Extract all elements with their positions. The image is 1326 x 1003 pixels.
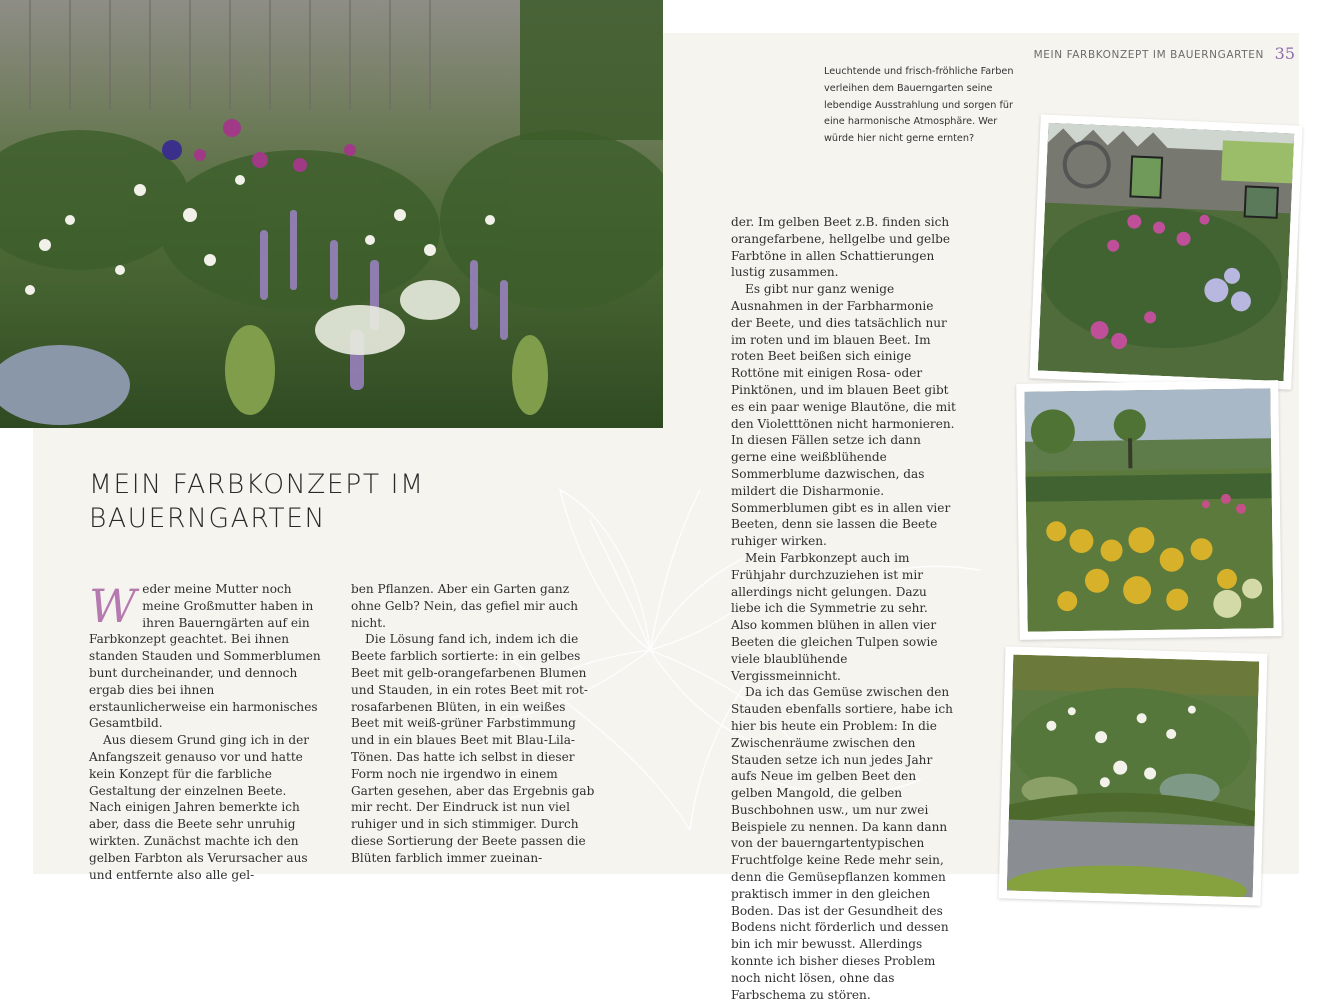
paragraph: der. Im gelben Beet z.B. finden sich orangefarbene, hellgelbe und gelbe Farbtöne in allen Schattierungen lustig zusammen. <box>731 215 950 280</box>
paragraph: Mein Farbkonzept auch im Frühjahr durchzuziehen ist mir allerdings nicht gelungen. Dazu liebe ich die Symmetrie zu sehr. Also kommen blühen in allen vier Beeten die gleichen Tulpen sowie viele blaublühende Vergissmeinnicht. <box>731 550 938 683</box>
text-column-2 <box>351 581 595 867</box>
title-line-1: MEIN FARBKONZEPT IM <box>89 469 425 500</box>
text-column-1 <box>89 581 321 883</box>
paragraph: Die Lösung fand ich, indem ich die Beete farblich sortierte: in ein gelbes Beet mit gelb-orangefarbenen Blumen und Stauden, in ein rotes Beet mit rot-rosafarbenen Blüten, in ein weißes Beet mit weiß-grüner Farbstimmung und in ein blaues Beet mit Blau-Lila-Tönen. Das hatte ich selbst in dieser Form noch nie irgendwo in einem Garten gesehen, aber das Ergebnis gab mir recht. Der Eindruck ist nun viel ruhiger und in sich stimmiger. Durch diese Sortierung der Beete passen die Blüten farblich immer zueinan- <box>351 632 595 865</box>
yellow-bed-photo <box>1024 388 1273 631</box>
polaroid-photo-yellow-bed <box>1016 380 1282 640</box>
white-bed-photo <box>1007 655 1259 898</box>
paragraph: ben Pflanzen. Aber ein Garten ganz ohne Gelb? Nein, das gefiel mir auch nicht. <box>351 582 579 630</box>
paragraph: Aus diesem Grund ging ich in der Anfangszeit genauso vor und hatte kein Konzept für die farbliche Gestaltung der einzelnen Beete. Nach einigen Jahren bemerkte ich aber, dass die Beete sehr unruhig wirkten. Zunächst machte ich den gelben Farbton als Verursacher aus und entfernte also alle gel- <box>89 733 310 882</box>
running-head: MEIN FARBKONZEPT IM BAUERNGARTEN <box>1033 49 1264 61</box>
photo-caption: Leuchtende und frisch-fröhliche Farben verleihen dem Bauerngarten seine lebendige Ausstrahlung und sorgen für eine harmonische Atmosphäre. Wer würde hier nicht gerne ernten? <box>824 66 1014 145</box>
polaroid-photo-red-bed <box>1029 114 1302 389</box>
drop-cap: W <box>89 579 137 633</box>
title-line-2: BAUERNGARTEN <box>89 503 326 534</box>
page-number: 35 <box>1274 44 1295 63</box>
paragraph-text: eder meine Mutter noch meine Großmutter haben in ihren Bauerngärten auf ein Farbkonzept geachtet. Bei ihnen standen Stauden und Sommerblumen bunt durcheinander, und dennoch ergab dies bei ihnen erstaunlicherweise ein harmonisches Gesamtbild. <box>89 582 321 731</box>
chapter-title <box>89 468 549 536</box>
paragraph: Es gibt nur ganz wenige Ausnahmen in der Farbharmonie der Beete, und dies tatsächlich nur im roten und im blauen Beet. Im roten Beet beißen sich einige Rottöne mit einigen Rosa- oder Pinktönen, und im blauen Beet gibt es ein paar wenige Blautöne, die mit den Violetttönen nicht harmonieren. In diesen Fällen setze ich dann gerne eine weißblühende Sommerblume dazwischen, das mildert die Disharmonie. Sommerblumen gibt es in allen vier Beeten, denn sie lassen die Beete ruhiger wirken. <box>731 282 956 549</box>
paragraph: Da ich das Gemüse zwischen den Stauden ebenfalls sortiere, habe ich hier bis heute ein Problem: In die Zwischenräume zwischen den Stauden setze ich nun jedes Jahr aufs Neue im gelben Beet den gelben Mangold, die gelben Buschbohnen usw., um nur zwei Beispiele zu nennen. Da kann dann von der bauerngartentypischen Fruchtfolge keine Rede mehr sein, denn die Gemüsepflanzen kommen praktisch immer in den gleichen Boden. Das ist der Gesundheit des Bodens nicht förderlich und dessen bin ich mir bewusst. Allerdings konnte ich bisher dieses Problem noch nicht lösen, ohne das Farbschema zu stören. <box>731 685 953 1002</box>
garden-border-photo <box>0 0 663 428</box>
paragraph <box>89 581 321 732</box>
text-column-3 <box>731 214 957 1003</box>
polaroid-photo-white-bed <box>999 646 1268 905</box>
red-bed-photo <box>1038 123 1295 381</box>
